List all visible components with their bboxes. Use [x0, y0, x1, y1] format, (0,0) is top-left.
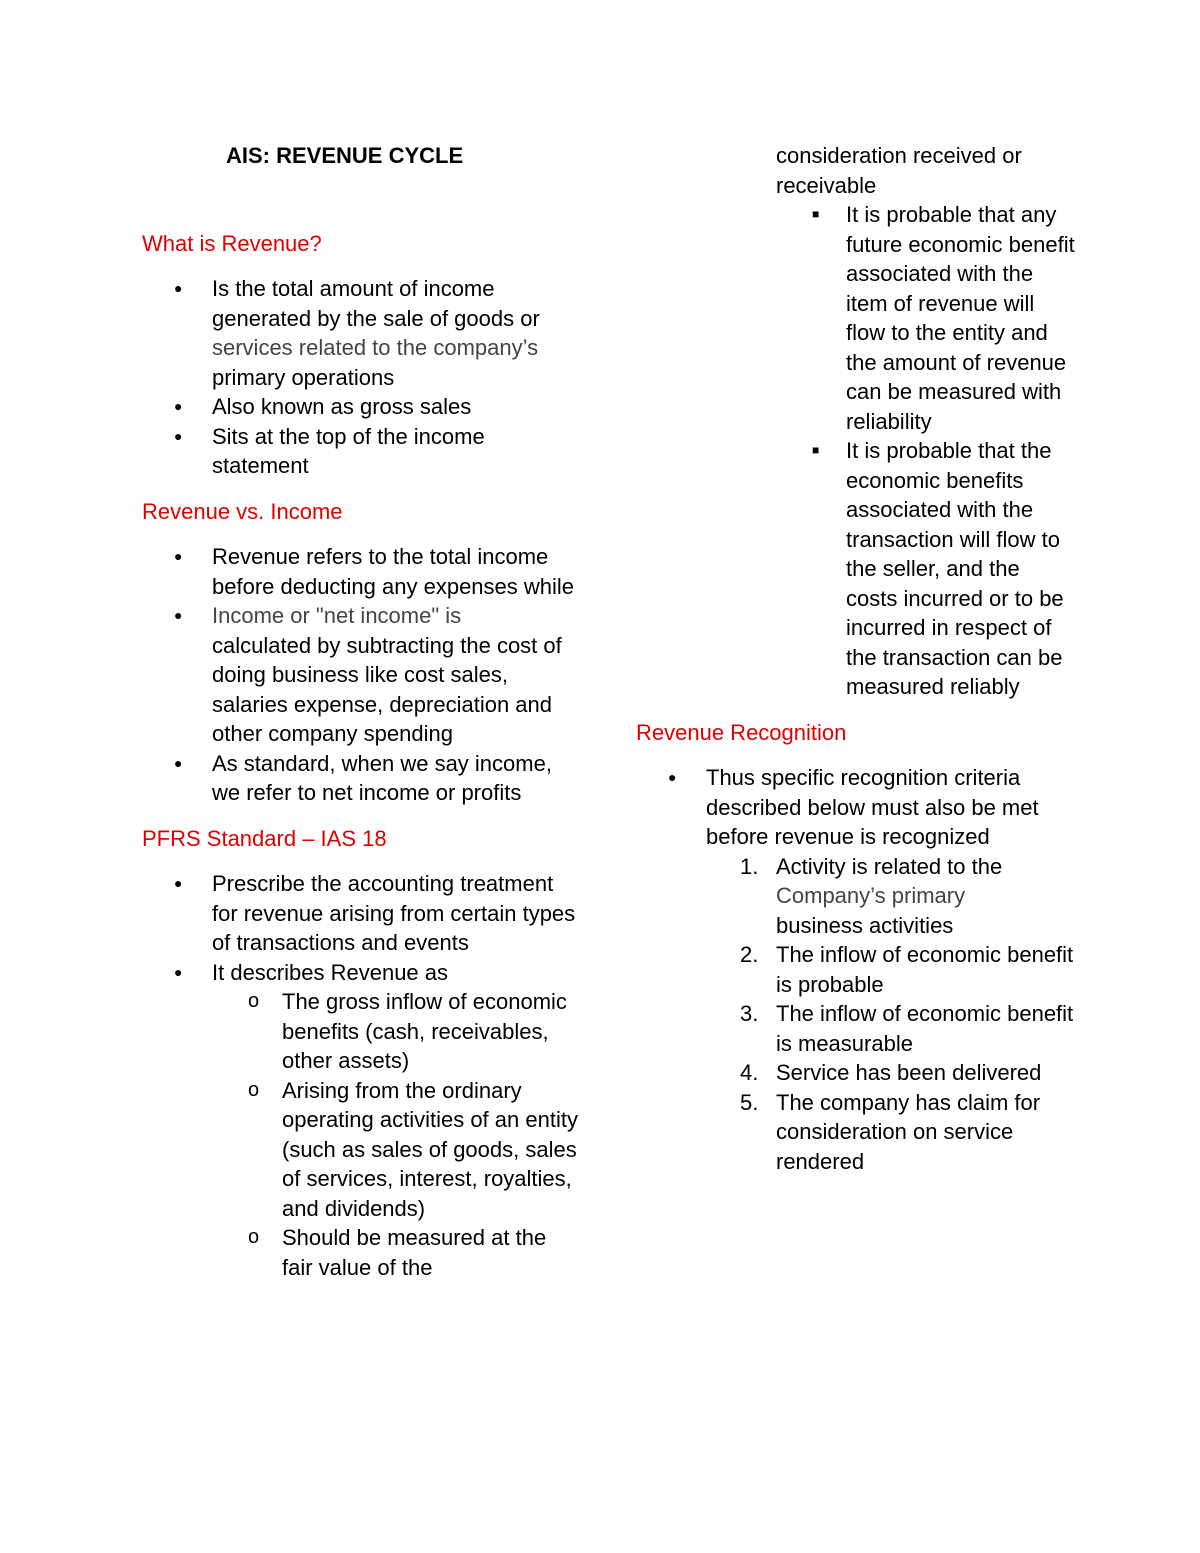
list-item: ● Sits at the top of the income statement	[142, 422, 582, 481]
document-title: AIS: REVENUE CYCLE	[226, 143, 464, 168]
recognition-list	[636, 763, 1076, 852]
numbered-item: 5. The company has claim for consideration on service rendered	[740, 1089, 1041, 1174]
list-item: ● Thus specific recognition criteria described below must also be met before revenue is recognized	[636, 763, 1076, 852]
sub-list-item: o Should be measured at the fair value of the	[142, 1223, 582, 1282]
list-item: ● Is the total amount of income generated by the sale of goods or services related to the company’s primary operations	[142, 274, 582, 392]
sub-list-item-continuation: consideration received or receivable	[776, 143, 1022, 198]
list-item: ● Also known as gross sales	[142, 392, 582, 422]
pfrs-list	[142, 869, 582, 987]
heading-revenue-recognition: Revenue Recognition	[636, 719, 847, 745]
numbered-item: 3. The inflow of economic benefit is measurable	[740, 1001, 1074, 1056]
left-column	[142, 141, 582, 1282]
list-item: ● Prescribe the accounting treatment for revenue arising from certain types of transactions and events	[142, 869, 582, 958]
what-is-revenue-list	[142, 274, 582, 481]
square-bullet-list	[636, 200, 1076, 702]
heading-what-is-revenue: What is Revenue?	[142, 230, 322, 256]
heading-revenue-vs-income: Revenue vs. Income	[142, 498, 343, 524]
revenue-vs-income-list	[142, 542, 582, 808]
square-list-item: ■ It is probable that the economic benefits associated with the transaction will flow to the seller, and the costs incurred or to be incurred in respect of the transaction can be measured reliably	[636, 436, 1076, 702]
numbered-item: 4. Service has been delivered	[740, 1060, 1042, 1085]
recognition-criteria-list	[636, 852, 1076, 1177]
list-item: ● It describes Revenue as	[142, 958, 582, 988]
numbered-item: 2. The inflow of economic benefit is probable	[740, 942, 1074, 997]
sub-list-item: o Arising from the ordinary operating activities of an entity (such as sales of goods, sales of services, interest, royalties, and dividends)	[142, 1076, 582, 1224]
list-item: ● Revenue refers to the total income before deducting any expenses while	[142, 542, 582, 601]
right-column	[636, 141, 1076, 1176]
pfrs-sub-list	[142, 987, 582, 1282]
numbered-item: 1. Activity is related to the Company’s primary business activities	[740, 853, 1003, 938]
sub-list-item: o The gross inflow of economic benefits (cash, receivables, other assets)	[142, 987, 582, 1076]
heading-pfrs-standard: PFRS Standard – IAS 18	[142, 825, 387, 851]
list-item: ● Income or "net income" is calculated by subtracting the cost of doing business like cost sales, salaries expense, depreciation and other company spending	[142, 601, 582, 749]
square-list-item: ■ It is probable that any future economic benefit associated with the item of revenue will flow to the entity and the amount of revenue can be measured with reliability	[636, 200, 1076, 436]
list-item: ● As standard, when we say income, we refer to net income or profits	[142, 749, 582, 808]
